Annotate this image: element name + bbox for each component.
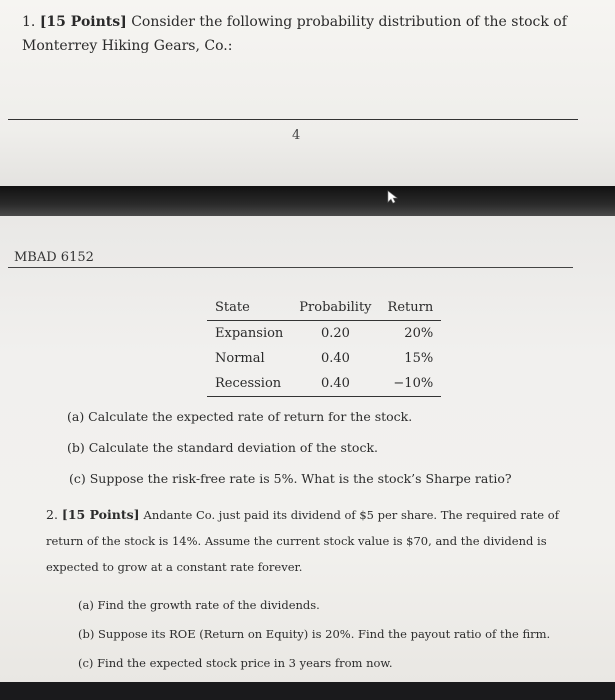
header-rule: [8, 267, 573, 268]
question-number: 2.: [46, 507, 58, 522]
probability-table: [207, 296, 441, 397]
probability-cell: 0.40: [291, 371, 379, 397]
probability-cell: 0.40: [320, 351, 350, 366]
question-2-part-a: (a) Find the growth rate of the dividends.: [78, 598, 320, 612]
return-cell: −10%: [380, 371, 442, 397]
return-cell: 20%: [404, 326, 434, 341]
question-1: [22, 10, 597, 58]
page-gap: [0, 186, 615, 216]
column-header: Return: [380, 296, 442, 321]
question-points: [15 Points]: [39, 14, 127, 30]
question-2-part-c: (c) Find the expected stock price in 3 years from now.: [78, 656, 393, 670]
question-1-part-b: (b) Calculate the standard deviation of the stock.: [67, 440, 378, 455]
question-points: [15 Points]: [61, 507, 140, 522]
question-2: [46, 502, 566, 580]
state-cell: Recession: [207, 371, 291, 397]
table-row: [207, 371, 441, 397]
state-cell: Normal: [215, 351, 265, 366]
question-2-part-b: (b) Suppose its ROE (Return on Equity) is 20%. Find the payout ratio of the firm.: [78, 627, 551, 641]
question-1-part-c: (c) Suppose the risk-free rate is 5%. What is the stock’s Sharpe ratio?: [69, 471, 512, 486]
page-number: 4: [292, 128, 301, 143]
probability-cell: 0.20: [320, 326, 350, 341]
cursor-icon: [386, 190, 400, 204]
current-page: [0, 216, 615, 682]
course-header: MBAD 6152: [14, 250, 94, 265]
table-header-row: [207, 296, 441, 321]
previous-page: [0, 0, 615, 186]
table-row: [207, 321, 441, 347]
state-cell: Expansion: [215, 326, 284, 341]
question-number: 1.: [22, 14, 36, 30]
question-text: Andante Co. just paid its dividend of $5 per share. The required rate of return of the stock is 14%. Assume the current stock value is $70, and the dividend is expected to grow at a constant rate forever.: [46, 508, 559, 574]
page-divider: [8, 119, 578, 120]
question-1-part-a: (a) Calculate the expected rate of return for the stock.: [67, 409, 413, 424]
column-header: State: [207, 296, 291, 321]
column-header: Probability: [291, 296, 379, 321]
bottom-edge: [0, 682, 615, 700]
return-cell: 15%: [404, 351, 434, 366]
table-row: [207, 346, 441, 371]
question-text: Consider the following probability distribution of the stock of Monterrey Hiking Gears, Co.:: [22, 14, 567, 54]
